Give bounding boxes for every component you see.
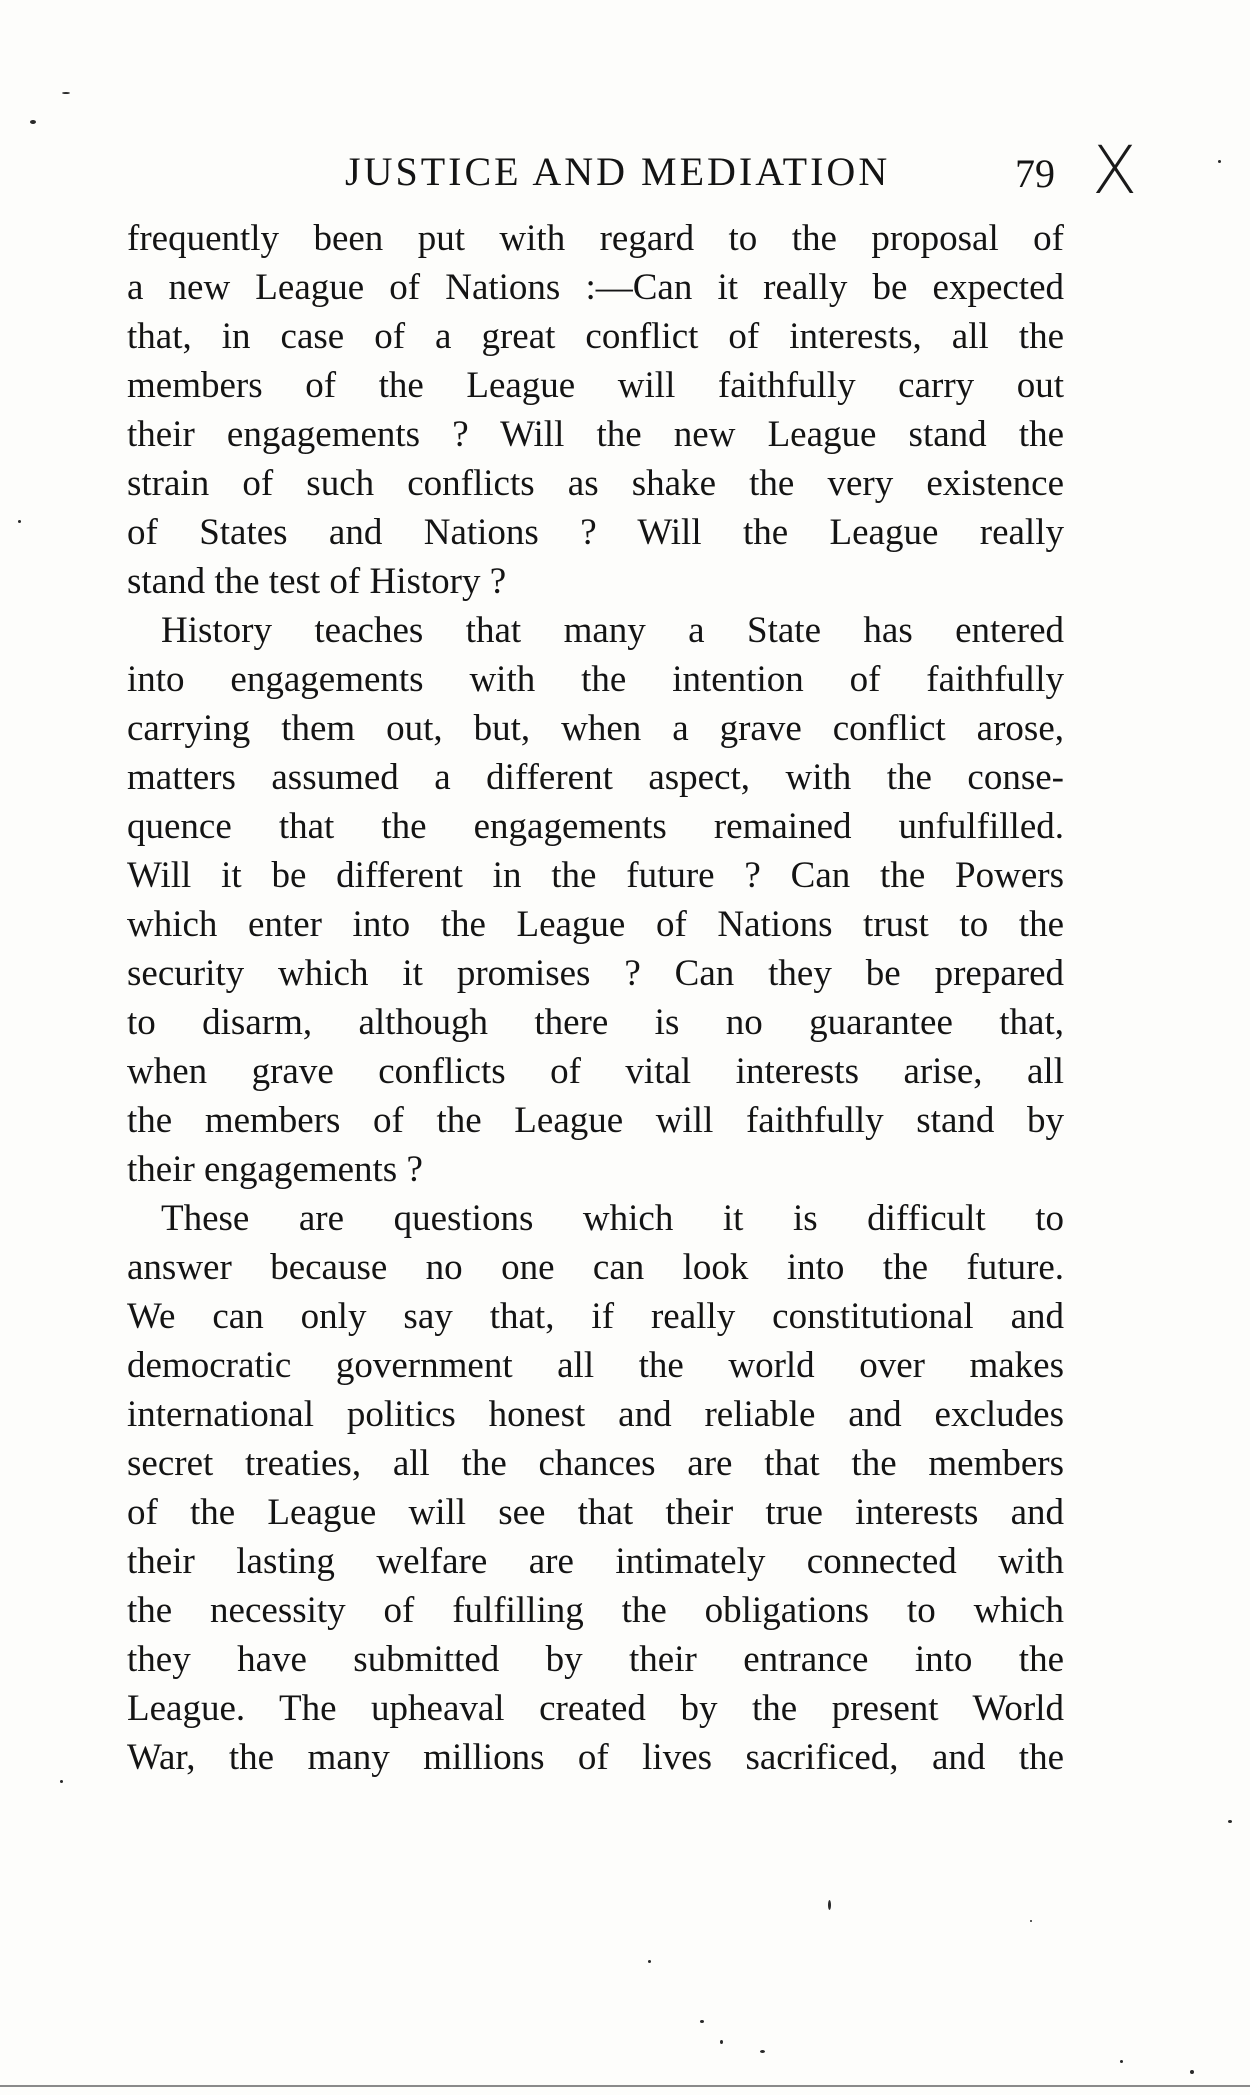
- text-line: a new League of Nations :—Can it really be expected: [127, 267, 1064, 308]
- text-line: answer because no one can look into the future.: [127, 1247, 1064, 1288]
- handwritten-margin-mark: X: [1092, 132, 1138, 209]
- scan-speck: [60, 1780, 63, 1783]
- text-line: democratic government all the world over makes: [127, 1345, 1064, 1386]
- text-line: the members of the League will faithfully stand by: [127, 1100, 1064, 1141]
- text-line: of States and Nations ? Will the League really: [127, 512, 1064, 553]
- scan-speck: [1190, 2070, 1194, 2074]
- text-line: to disarm, although there is no guarantee that,: [127, 1002, 1064, 1043]
- text-line: members of the League will faithfully carry out: [127, 365, 1064, 406]
- scan-speck: [1030, 1920, 1032, 1922]
- text-line: their engagements ?: [127, 1149, 423, 1190]
- text-line: History teaches that many a State has entered: [161, 610, 1064, 651]
- text-line: frequently been put with regard to the proposal of: [127, 218, 1064, 259]
- text-line: they have submitted by their entrance into the: [127, 1639, 1064, 1680]
- text-line: security which it promises ? Can they be prepared: [127, 953, 1064, 994]
- scan-speck: [1120, 2060, 1123, 2063]
- page-number: 79: [1015, 151, 1055, 196]
- text-line: matters assumed a different aspect, with the conse-: [127, 757, 1064, 798]
- scan-speck: [828, 1900, 831, 1910]
- page-bottom-edge: [0, 2085, 1250, 2087]
- text-line: into engagements with the intention of faithfully: [127, 659, 1064, 700]
- scan-speck: [30, 120, 36, 124]
- text-line: their lasting welfare are intimately connected with: [127, 1541, 1064, 1582]
- scan-speck: [700, 2020, 704, 2023]
- text-line: Will it be different in the future ? Can the Powers: [127, 855, 1064, 896]
- page-header: [320, 140, 1060, 200]
- text-line: that, in case of a great conflict of interests, all the: [127, 316, 1064, 357]
- text-line: stand the test of History ?: [127, 561, 507, 602]
- body-text: [127, 214, 1064, 1782]
- text-line: strain of such conflicts as shake the very existence: [127, 463, 1064, 504]
- scan-speck: [18, 520, 21, 523]
- text-line: secret treaties, all the chances are that the members: [127, 1443, 1064, 1484]
- text-line: League. The upheaval created by the present World: [127, 1688, 1064, 1729]
- text-line: We can only say that, if really constitutional and: [127, 1296, 1064, 1337]
- text-line: when grave conflicts of vital interests arise, all: [127, 1051, 1064, 1092]
- running-head: JUSTICE AND MEDIATION: [345, 149, 891, 194]
- scan-speck: [1228, 1820, 1232, 1823]
- text-line: the necessity of fulfilling the obligations to which: [127, 1590, 1064, 1631]
- scan-speck: [62, 92, 70, 94]
- text-line: carrying them out, but, when a grave conflict arose,: [127, 708, 1064, 749]
- text-line: their engagements ? Will the new League stand the: [127, 414, 1064, 455]
- text-line: of the League will see that their true interests and: [127, 1492, 1064, 1533]
- text-line: War, the many millions of lives sacrificed, and the: [127, 1737, 1064, 1778]
- scan-speck: [648, 1960, 651, 1963]
- scan-speck: [720, 2040, 723, 2044]
- text-line: which enter into the League of Nations trust to the: [127, 904, 1064, 945]
- scan-speck: [1218, 160, 1221, 163]
- text-line: quence that the engagements remained unfulfilled.: [127, 806, 1064, 847]
- text-line: international politics honest and reliable and excludes: [127, 1394, 1064, 1435]
- scan-speck: [760, 2050, 765, 2053]
- text-line: These are questions which it is difficult to: [161, 1198, 1064, 1239]
